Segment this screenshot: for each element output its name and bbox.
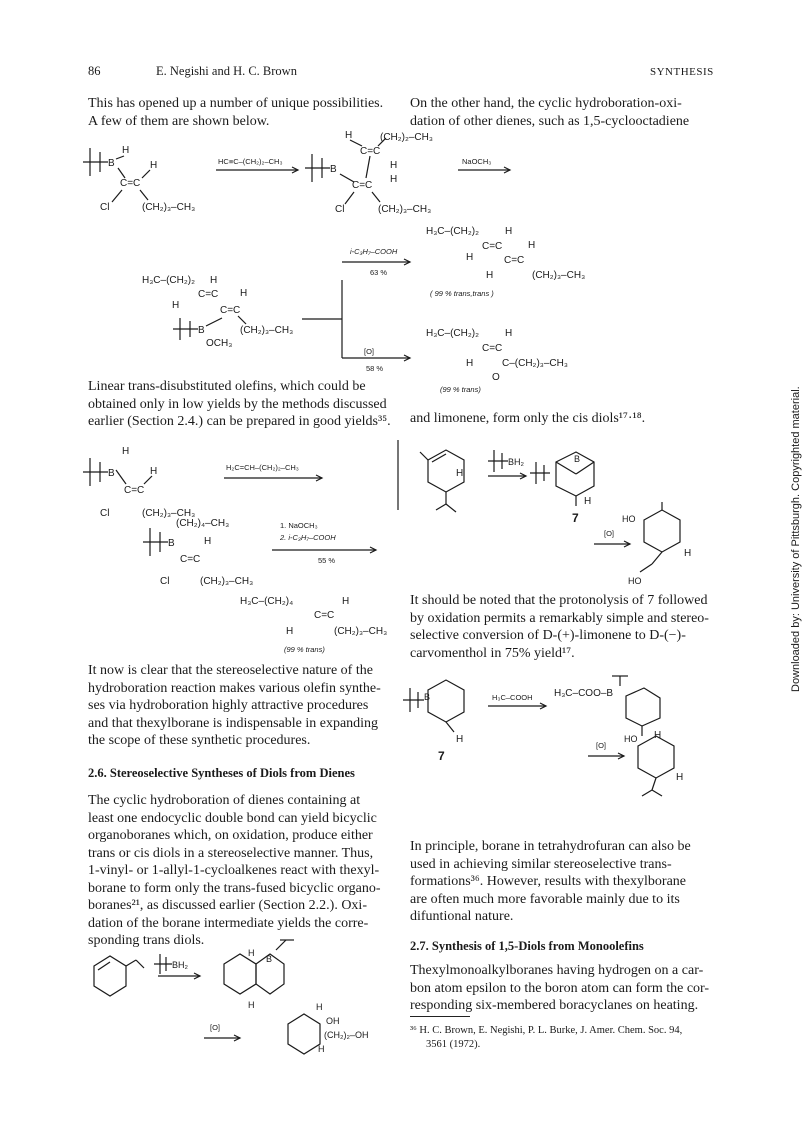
chain-label-1: (CH₂)₃–CH₃ xyxy=(142,202,196,213)
chain-label-5: (CH₂)₃–CH₃ xyxy=(142,508,196,519)
diol-ring xyxy=(644,510,680,552)
step-1-label: 1. NaOCH₃ xyxy=(280,521,318,530)
h-label-6: H xyxy=(210,275,218,286)
h-label-24: H xyxy=(654,730,662,741)
decalin-ring-a xyxy=(224,954,256,994)
compound-number-7: 7 xyxy=(572,511,579,525)
yield-63: 63 % xyxy=(370,268,388,277)
h-label-21: H xyxy=(584,496,592,507)
h-label-13: H xyxy=(505,328,513,339)
h-label-7: H xyxy=(172,300,180,311)
chain-label-7: (CH₂)₃–CH₃ xyxy=(200,576,254,587)
acetoxyborane-label: H₃C–COO–B xyxy=(554,688,614,699)
ho-label-2: HO xyxy=(628,576,642,586)
h-label-19: H xyxy=(286,626,294,637)
oxidation-label-3: [O] xyxy=(596,741,607,750)
ceqc-label-1: C=C xyxy=(120,178,141,189)
oxygen-label: O xyxy=(492,372,500,383)
right-paragraph-2: and limonene, form only the cis diols¹⁷·¹⁸. xyxy=(410,411,646,426)
left-paragraph-1: This has opened up a number of unique possibilities. A few of them are shown below. xyxy=(88,96,384,129)
thexyl-group-5 xyxy=(143,528,168,556)
thexyl-group-8 xyxy=(403,688,424,712)
h-label-28: H xyxy=(316,1002,323,1012)
chain-label-2: (CH₂)₃–CH₃ xyxy=(378,204,432,215)
ceqc-label-7: C=C xyxy=(504,255,525,266)
footnote-36: ³⁶ H. C. Brown, E. Negishi, P. L. Burke, J. Amer. Chem. Soc. 94, 3561 (1972). xyxy=(410,1025,683,1050)
chain-label-4: (CH₂)₃–CH₃ xyxy=(532,270,586,281)
oh-label: OH xyxy=(326,1016,340,1026)
thexyl-group-1 xyxy=(83,148,108,176)
bh2-label: BH₂ xyxy=(508,457,524,467)
ceqc-label-2: C=C xyxy=(360,146,381,157)
boron-label-5: B xyxy=(168,538,175,549)
h-label-17: H xyxy=(204,536,212,547)
step-2-label: 2. i-C₃H₇–COOH xyxy=(280,533,336,542)
h-label-14: H xyxy=(466,358,474,369)
oxidation-label-2: [O] xyxy=(604,529,615,538)
ho-label-3: HO xyxy=(624,734,638,744)
boron-label-4: B xyxy=(108,468,115,479)
thexyl-group-9 xyxy=(154,954,172,974)
reagent-alkene: H₂C=CH–(CH₂)₂–CH₃ xyxy=(226,463,299,472)
h-label-9: H xyxy=(505,226,513,237)
hydroxyethyl-label: (CH₂)₂–OH xyxy=(324,1030,369,1040)
cl-label-2: Cl xyxy=(335,204,345,215)
yield-58: 58 % xyxy=(366,364,384,373)
cl-label-1: Cl xyxy=(100,202,110,213)
reagent-acetic-acid: H₃C–COOH xyxy=(492,693,533,702)
stereo-label-transtrans: ( 99 % trans,trans ) xyxy=(430,289,494,298)
scheme-vinylborane xyxy=(80,130,640,394)
right-paragraph-4: In principle, borane in tetrahydrofuran can also be used in achieving similar stereoselective trans- formations³⁶. However, results with thexylborane are often much more favorable mainly due to its difuntional nature. xyxy=(410,839,691,924)
ho-label-1: HO xyxy=(622,514,636,524)
h-label-2: H xyxy=(150,160,158,171)
ketone-chain-label: C–(CH₂)₃–CH₃ xyxy=(502,358,568,369)
boron-label-3: B xyxy=(198,325,205,336)
bh2-label-2: BH₂ xyxy=(172,960,188,970)
h-label-27: H xyxy=(248,1000,255,1010)
h-label-15: H xyxy=(122,446,130,457)
thexyl-group-4 xyxy=(83,458,108,486)
stereo-label-trans-2: (99 % trans) xyxy=(284,645,325,654)
h-label-25: H xyxy=(676,772,684,783)
ceqc-label-4: C=C xyxy=(198,289,219,300)
diol-product-ring xyxy=(288,1014,320,1054)
ceqc-label-9: C=C xyxy=(124,485,145,496)
h-label-23: H xyxy=(456,734,464,745)
stereo-label-trans-1: (99 % trans) xyxy=(440,385,481,394)
h-label-20: H xyxy=(456,468,464,479)
boron-label-7: B xyxy=(424,692,431,702)
cl-label-4: Cl xyxy=(160,576,170,587)
right-paragraph-1: On the other hand, the cyclic hydroboration-oxi- dation of other dienes, such as 1,5-cyclooctadiene xyxy=(410,96,690,129)
methoxy-label: OCH₃ xyxy=(206,338,233,349)
h-label-29: H xyxy=(318,1044,325,1054)
ceqc-label-10: C=C xyxy=(180,554,201,565)
section-heading-2-6: 2.6. Stereoselective Syntheses of Diols from Dienes xyxy=(88,766,355,780)
ceqc-label-5: C=C xyxy=(220,305,241,316)
reagent-naoch3: NaOCH₃ xyxy=(462,157,492,166)
ceqc-label-3: C=C xyxy=(352,180,373,191)
h-label-3: H xyxy=(345,130,353,141)
scheme-protonolysis xyxy=(398,666,708,826)
pentyl-label: H₃C–(CH₂)₄ xyxy=(240,596,294,607)
h-label-12: H xyxy=(486,270,494,281)
h-label-8: H xyxy=(240,288,248,299)
carvomenthol-ring xyxy=(638,736,674,778)
h-label-4: H xyxy=(390,160,398,171)
chain-label-6: (CH₂)₄–CH₃ xyxy=(176,518,230,529)
cl-label-3: Cl xyxy=(100,508,110,519)
reagent-acid-1: i-C₃H₇–COOH xyxy=(350,247,398,256)
right-paragraph-3: It should be noted that the protonolysis of 7 followed by oxidation permits a remarkably simple and stereo- selective conversion of D-(+)-limonene to D-(−)- carvomenthol in 75% yield¹⁷. xyxy=(410,593,709,661)
propyl-label-3: H₃C–(CH₂)₂ xyxy=(426,328,479,339)
left-paragraph-4: The cyclic hydroboration of dienes containing at least one endocyclic double bond can yield bicyclic organoboranes which, on oxidation, produce either trans or cis diols in a stereoselective manner. Thus, 1-vinyl- or 1-allyl-1-cycloalkenes react with thexyl- borane to form only the trans-fused bicyclic organo- boranes²¹, as discussed earlier (Section 2.2.). Oxi- dation of the borane intermediate yields the corre- sponding trans diols. xyxy=(88,793,381,948)
scheme-trans-olefin xyxy=(80,440,400,655)
section-heading-2-7: 2.7. Synthesis of 1,5-Diols from Monoolefins xyxy=(410,939,644,953)
ester-ring xyxy=(626,688,660,726)
oxidation-label-4: [O] xyxy=(210,1023,221,1032)
boron-label-2: B xyxy=(330,164,337,175)
thexyl-group-3 xyxy=(173,318,198,340)
ceqc-label-8: C=C xyxy=(482,343,503,354)
download-watermark: Downloaded by: University of Pittsburgh. Copyrighted material. xyxy=(790,386,802,692)
left-paragraph-3: It now is clear that the stereoselective nature of the hydroboration reaction makes various olefin synthe- ses via hydroboration highly attractive procedures and that thexylborane is indispensable in expanding the scope of these synthetic procedures. xyxy=(88,663,381,748)
oxidation-label-1: [O] xyxy=(364,347,375,356)
h-label-11: H xyxy=(466,252,474,263)
ceqc-label-6: C=C xyxy=(482,241,503,252)
thexyl-group-7 xyxy=(530,462,550,484)
boron-label-1: B xyxy=(108,158,115,169)
page-number: 86 xyxy=(88,64,101,78)
thexyl-group-6 xyxy=(488,450,508,472)
propyl-label-1: H₃C–(CH₂)₂ xyxy=(142,275,195,286)
chain-label-3: (CH₂)₃–CH₃ xyxy=(240,325,294,336)
compound-number-7b: 7 xyxy=(438,749,445,763)
journal-name: SYNTHESIS xyxy=(650,66,714,78)
boron-label-8: B xyxy=(266,954,273,964)
chain-label-8: (CH₂)₃–CH₃ xyxy=(334,626,388,637)
propyl-label-2: H₃C–(CH₂)₂ xyxy=(426,226,479,237)
h-label-1: H xyxy=(122,145,130,156)
h-label-10: H xyxy=(528,240,536,251)
boron-label-6: B xyxy=(574,454,581,464)
thexyl-group-2 xyxy=(305,154,330,182)
h-label-26: H xyxy=(248,948,255,958)
left-paragraph-2: Linear trans-disubstituted olefins, which could be obtained only in low yields by the methods discussed earlier (Section 2.4.) can be prepared in good yields³⁵. xyxy=(88,379,391,429)
reagent-alkyne: HC≡C–(CH₂)₂–CH₃ xyxy=(218,157,283,166)
right-paragraph-5: Thexylmonoalkylboranes having hydrogen on a car- bon atom epsilon to the boron atom can form the cor- responding six-membered boracyclanes on heating. xyxy=(410,963,710,1013)
yield-55: 55 % xyxy=(318,556,336,565)
h-label-5: H xyxy=(390,174,398,185)
scheme-trans-diol xyxy=(80,930,400,1060)
h-label-16: H xyxy=(150,466,158,477)
h-label-22: H xyxy=(684,548,692,559)
running-authors: E. Negishi and H. C. Brown xyxy=(156,64,297,78)
footnote-rule xyxy=(410,1016,470,1017)
borane-ring-7 xyxy=(428,680,464,722)
scheme-limonene xyxy=(398,440,698,590)
chain-label-top: (CH₂)₂–CH₃ xyxy=(380,132,433,143)
ceqc-label-11: C=C xyxy=(314,610,335,621)
h-label-18: H xyxy=(342,596,350,607)
